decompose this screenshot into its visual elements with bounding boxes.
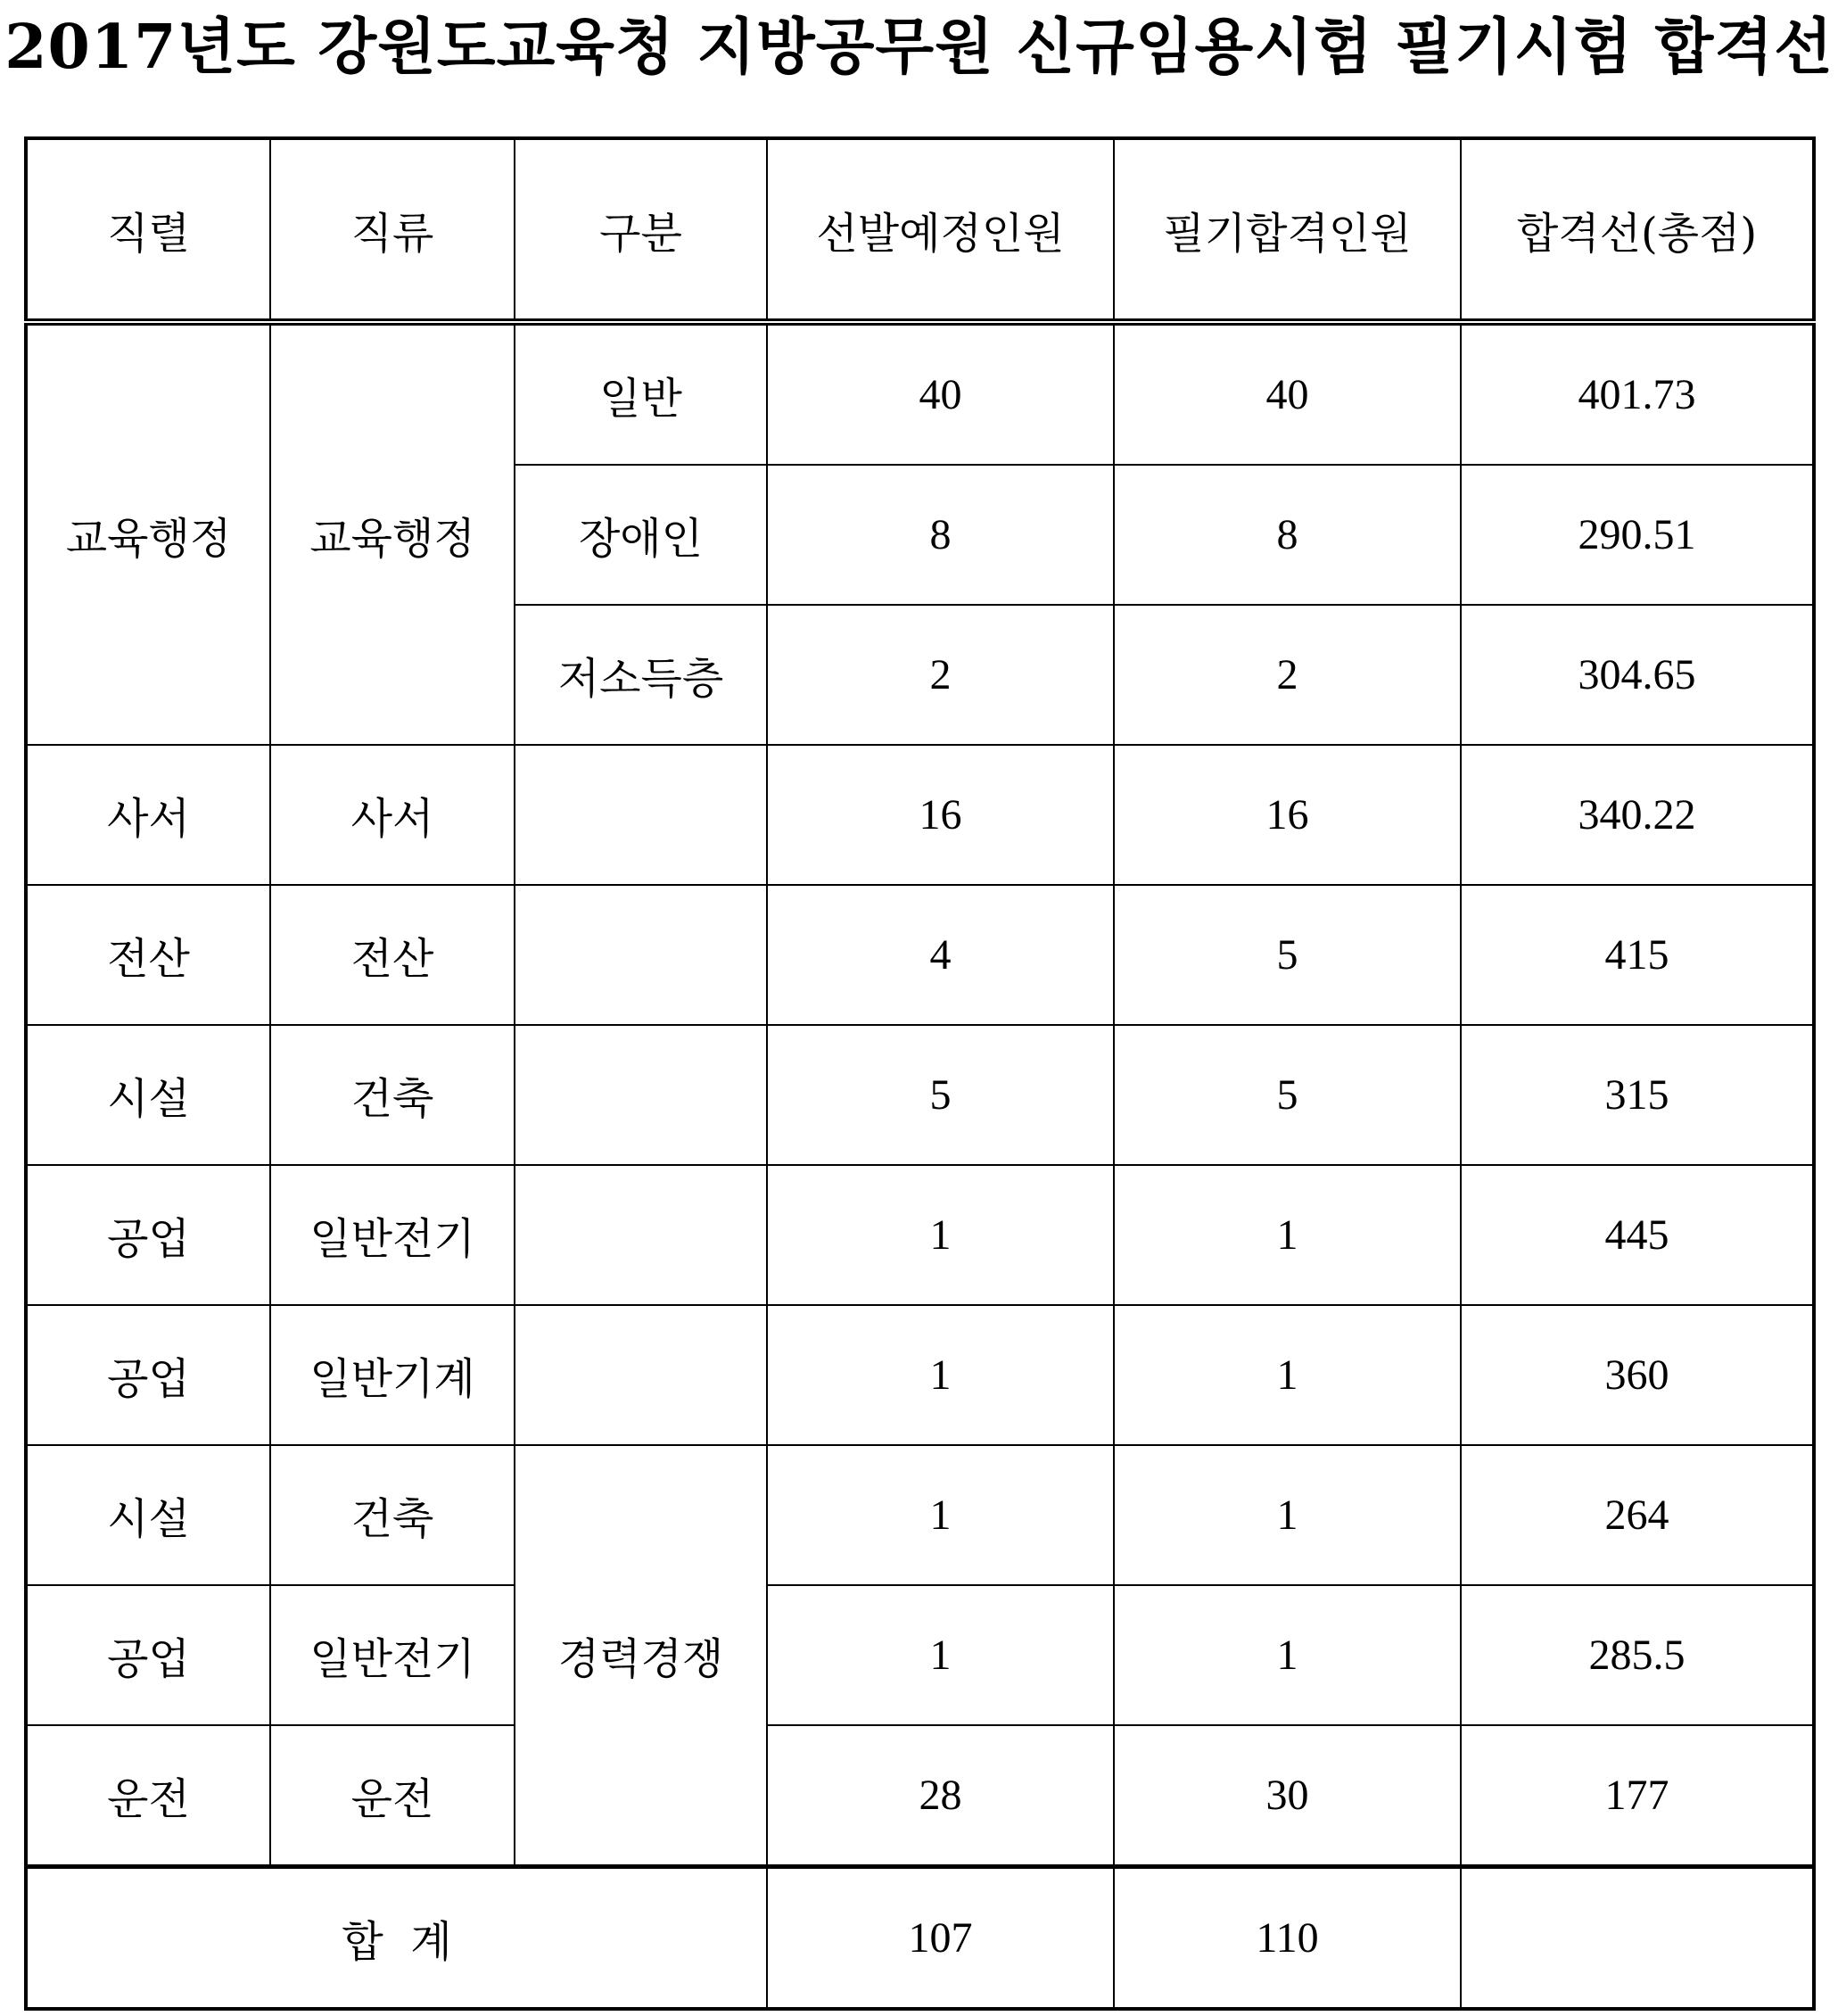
- series-cell: 시설: [26, 1445, 270, 1585]
- division-cell: [515, 1025, 767, 1165]
- cutoff-cell: 415: [1461, 885, 1814, 1025]
- cutoff-cell: 304.65: [1461, 605, 1814, 745]
- series-cell: 공업: [26, 1305, 270, 1445]
- planned-cell: 2: [767, 605, 1114, 745]
- table-row: [26, 745, 1814, 885]
- division-cell: [515, 1165, 767, 1305]
- planned-cell: 16: [767, 745, 1114, 885]
- cutoff-cell: 285.5: [1461, 1585, 1814, 1725]
- series-cell: 사서: [26, 745, 270, 885]
- total-row: [26, 1867, 1814, 2010]
- planned-cell: 4: [767, 885, 1114, 1025]
- category-cell: 사서: [270, 745, 515, 885]
- table-row: [26, 1585, 1814, 1725]
- page-title: 2017년도 강원도교육청 지방공무원 신규임용시험 필기시험 합격선: [4, 12, 1834, 83]
- division-cell: 저소득층: [515, 605, 767, 745]
- passed-cell: 30: [1114, 1725, 1461, 1867]
- table-row: [26, 1025, 1814, 1165]
- division-cell: 일반: [515, 322, 767, 465]
- passed-cell: 1: [1114, 1305, 1461, 1445]
- passed-cell: 1: [1114, 1445, 1461, 1585]
- table-row: [26, 322, 1814, 465]
- category-cell: 건축: [270, 1025, 515, 1165]
- passed-cell: 1: [1114, 1165, 1461, 1305]
- series-cell: 운전: [26, 1725, 270, 1867]
- planned-cell: 1: [767, 1585, 1114, 1725]
- header-division: 구분: [515, 138, 767, 322]
- header-category: 직류: [270, 138, 515, 322]
- planned-cell: 5: [767, 1025, 1114, 1165]
- category-cell: 전산: [270, 885, 515, 1025]
- total-cutoff: [1461, 1867, 1814, 2010]
- planned-cell: 40: [767, 322, 1114, 465]
- cutoff-table: [24, 136, 1816, 2011]
- cutoff-cell: 315: [1461, 1025, 1814, 1165]
- division-cell: [515, 885, 767, 1025]
- cutoff-cell: 290.51: [1461, 465, 1814, 605]
- header-cutoff: 합격선(총점): [1461, 138, 1814, 322]
- category-cell: 건축: [270, 1445, 515, 1585]
- planned-cell: 28: [767, 1725, 1114, 1867]
- table-row: [26, 885, 1814, 1025]
- table-row: [26, 1445, 1814, 1585]
- passed-cell: 8: [1114, 465, 1461, 605]
- category-cell: 운전: [270, 1725, 515, 1867]
- planned-cell: 1: [767, 1305, 1114, 1445]
- division-cell: 장애인: [515, 465, 767, 605]
- category-cell: 교육행정: [270, 322, 515, 745]
- category-cell: 일반전기: [270, 1165, 515, 1305]
- total-planned: 107: [767, 1867, 1114, 2010]
- passed-cell: 1: [1114, 1585, 1461, 1725]
- header-passed: 필기합격인원: [1114, 138, 1461, 322]
- cutoff-cell: 340.22: [1461, 745, 1814, 885]
- passed-cell: 5: [1114, 1025, 1461, 1165]
- planned-cell: 1: [767, 1445, 1114, 1585]
- cutoff-cell: 264: [1461, 1445, 1814, 1585]
- cutoff-cell: 445: [1461, 1165, 1814, 1305]
- series-cell: 공업: [26, 1165, 270, 1305]
- table-row: [26, 1725, 1814, 1867]
- table-header-row: [26, 138, 1814, 322]
- series-cell: 교육행정: [26, 322, 270, 745]
- planned-cell: 1: [767, 1165, 1114, 1305]
- table-row: [26, 1165, 1814, 1305]
- passed-cell: 2: [1114, 605, 1461, 745]
- passed-cell: 16: [1114, 745, 1461, 885]
- cutoff-cell: 177: [1461, 1725, 1814, 1867]
- cutoff-cell: 360: [1461, 1305, 1814, 1445]
- series-cell: 공업: [26, 1585, 270, 1725]
- series-cell: 시설: [26, 1025, 270, 1165]
- passed-cell: 5: [1114, 885, 1461, 1025]
- passed-cell: 40: [1114, 322, 1461, 465]
- planned-cell: 8: [767, 465, 1114, 605]
- table-row: [26, 1305, 1814, 1445]
- division-cell: 경력경쟁: [515, 1445, 767, 1867]
- division-cell: [515, 1305, 767, 1445]
- total-label: 합 계: [26, 1867, 767, 2010]
- series-cell: 전산: [26, 885, 270, 1025]
- cutoff-cell: 401.73: [1461, 322, 1814, 465]
- total-passed: 110: [1114, 1867, 1461, 2010]
- category-cell: 일반기계: [270, 1305, 515, 1445]
- header-planned: 선발예정인원: [767, 138, 1114, 322]
- header-series: 직렬: [26, 138, 270, 322]
- category-cell: 일반전기: [270, 1585, 515, 1725]
- division-cell: [515, 745, 767, 885]
